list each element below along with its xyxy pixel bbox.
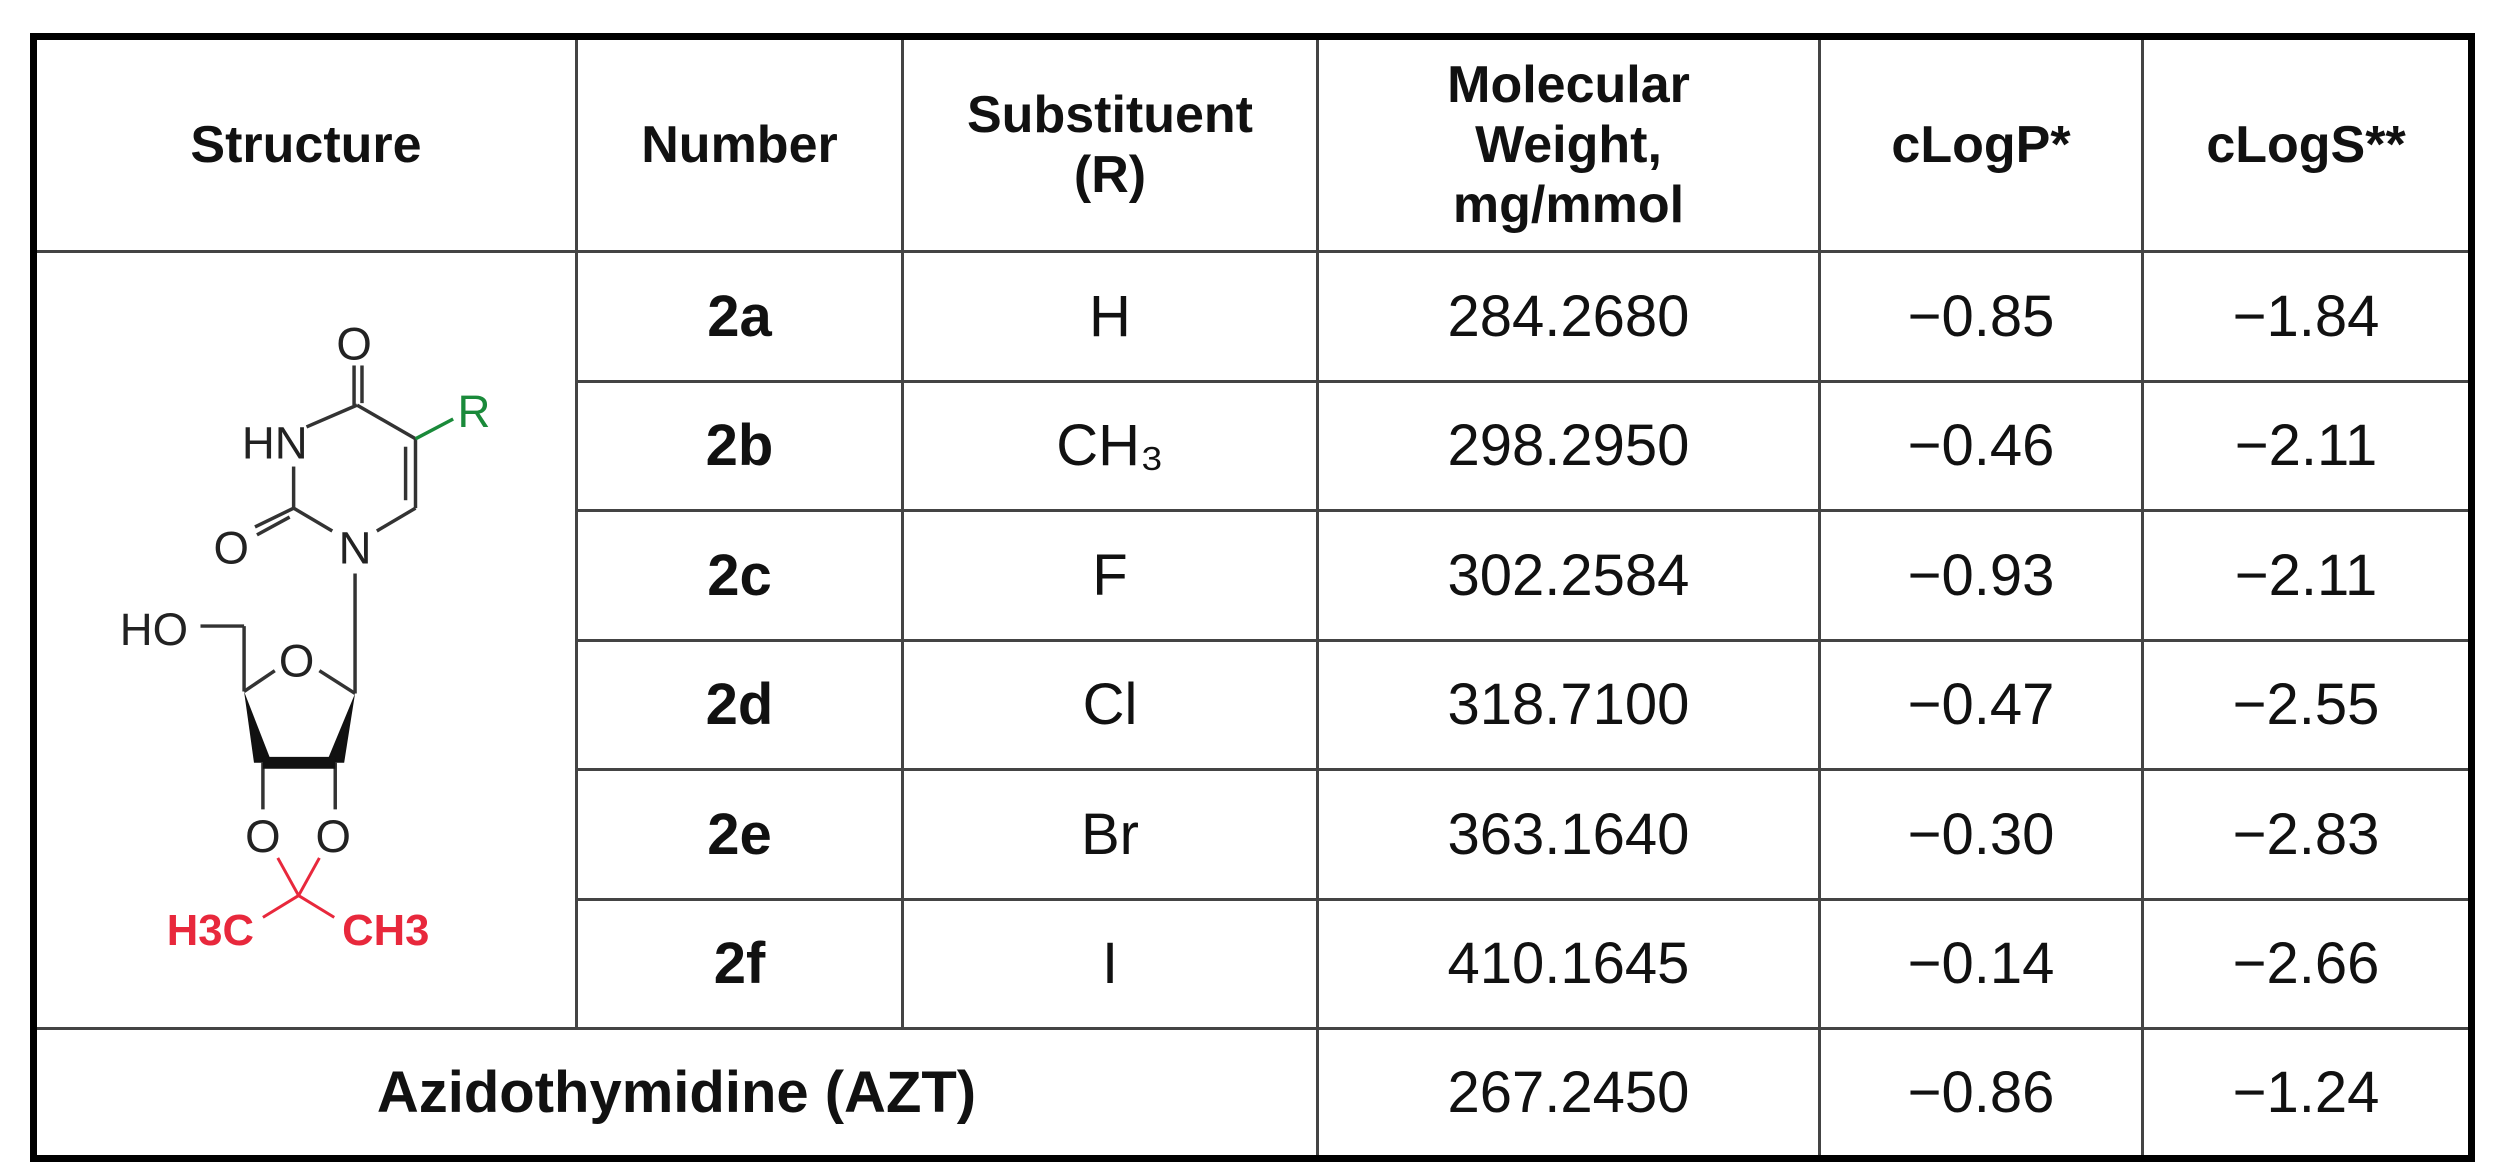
cell-clogs: −1.84	[2143, 252, 2472, 382]
header-structure: Structure	[34, 37, 577, 252]
methyl-label-ch3: CH3	[342, 907, 430, 956]
cell-mw: 284.2680	[1318, 252, 1820, 382]
cell-mw: 318.7100	[1318, 640, 1820, 770]
cell-clogs: −1.24	[2143, 1029, 2472, 1159]
cell-clogs: −2.83	[2143, 770, 2472, 900]
cell-mw: 298.2950	[1318, 381, 1820, 511]
atom-label: O	[278, 635, 315, 687]
cell-substituent: H	[903, 252, 1318, 382]
header-mw-line: Weight,	[1475, 116, 1662, 174]
cell-clogp: −0.47	[1820, 640, 2143, 770]
cell-clogs: −2.55	[2143, 640, 2472, 770]
cell-number: 2d	[577, 640, 903, 770]
header-mw-line: Molecular	[1447, 56, 1690, 114]
cell-number: 2c	[577, 511, 903, 641]
header-mw-line: mg/mmol	[1452, 176, 1685, 234]
atom-label: N	[338, 522, 372, 574]
cell-number: 2b	[577, 381, 903, 511]
cell-clogp: −0.86	[1820, 1029, 2143, 1159]
cell-substituent: I	[903, 899, 1318, 1029]
cell-clogp: −0.46	[1820, 381, 2143, 511]
cell-clogp: −0.14	[1820, 899, 2143, 1029]
cell-reference-name: Azidothymidine (AZT)	[34, 1029, 1318, 1159]
header-substituent	[903, 37, 1318, 252]
header-number: Number	[577, 37, 903, 252]
cell-substituent: F	[903, 511, 1318, 641]
cell-clogp: −0.93	[1820, 511, 2143, 641]
atom-label: O	[245, 810, 281, 862]
cell-clogp: −0.30	[1820, 770, 2143, 900]
reference-row	[34, 1029, 2472, 1159]
header-row	[34, 37, 2472, 252]
cell-clogp: −0.85	[1820, 252, 2143, 382]
methyl-label-h3c: H3C	[166, 907, 254, 956]
cell-clogs: −2.11	[2143, 381, 2472, 511]
cell-mw: 267.2450	[1318, 1029, 1820, 1159]
cell-clogs: −2.66	[2143, 899, 2472, 1029]
cell-mw: 363.1640	[1318, 770, 1820, 900]
cell-number: 2f	[577, 899, 903, 1029]
cell-number: 2e	[577, 770, 903, 900]
table-row	[34, 252, 2472, 382]
cell-mw: 302.2584	[1318, 511, 1820, 641]
header-substituent-line: Substituent	[967, 86, 1253, 144]
cell-clogs: −2.11	[2143, 511, 2472, 641]
header-clogs: cLogS**	[2143, 37, 2472, 252]
header-substituent-line: (R)	[1073, 146, 1147, 204]
r-group-label: R	[457, 385, 491, 437]
atom-label: HN	[241, 417, 308, 469]
atom-label: O	[315, 810, 351, 862]
header-clogp: cLogP*	[1820, 37, 2143, 252]
atom-label: O	[336, 318, 372, 370]
compound-properties-table	[30, 33, 2475, 1162]
cell-substituent: Cl	[903, 640, 1318, 770]
chemical-structure-image	[37, 253, 577, 1013]
atom-label: O	[213, 522, 249, 574]
cell-number: 2a	[577, 252, 903, 382]
atom-label: HO	[119, 603, 189, 655]
cell-substituent: Br	[903, 770, 1318, 900]
cell-mw: 410.1645	[1318, 899, 1820, 1029]
cell-substituent: CH₃	[903, 381, 1318, 511]
structure-cell	[34, 252, 577, 1029]
header-molecular-weight	[1318, 37, 1820, 252]
